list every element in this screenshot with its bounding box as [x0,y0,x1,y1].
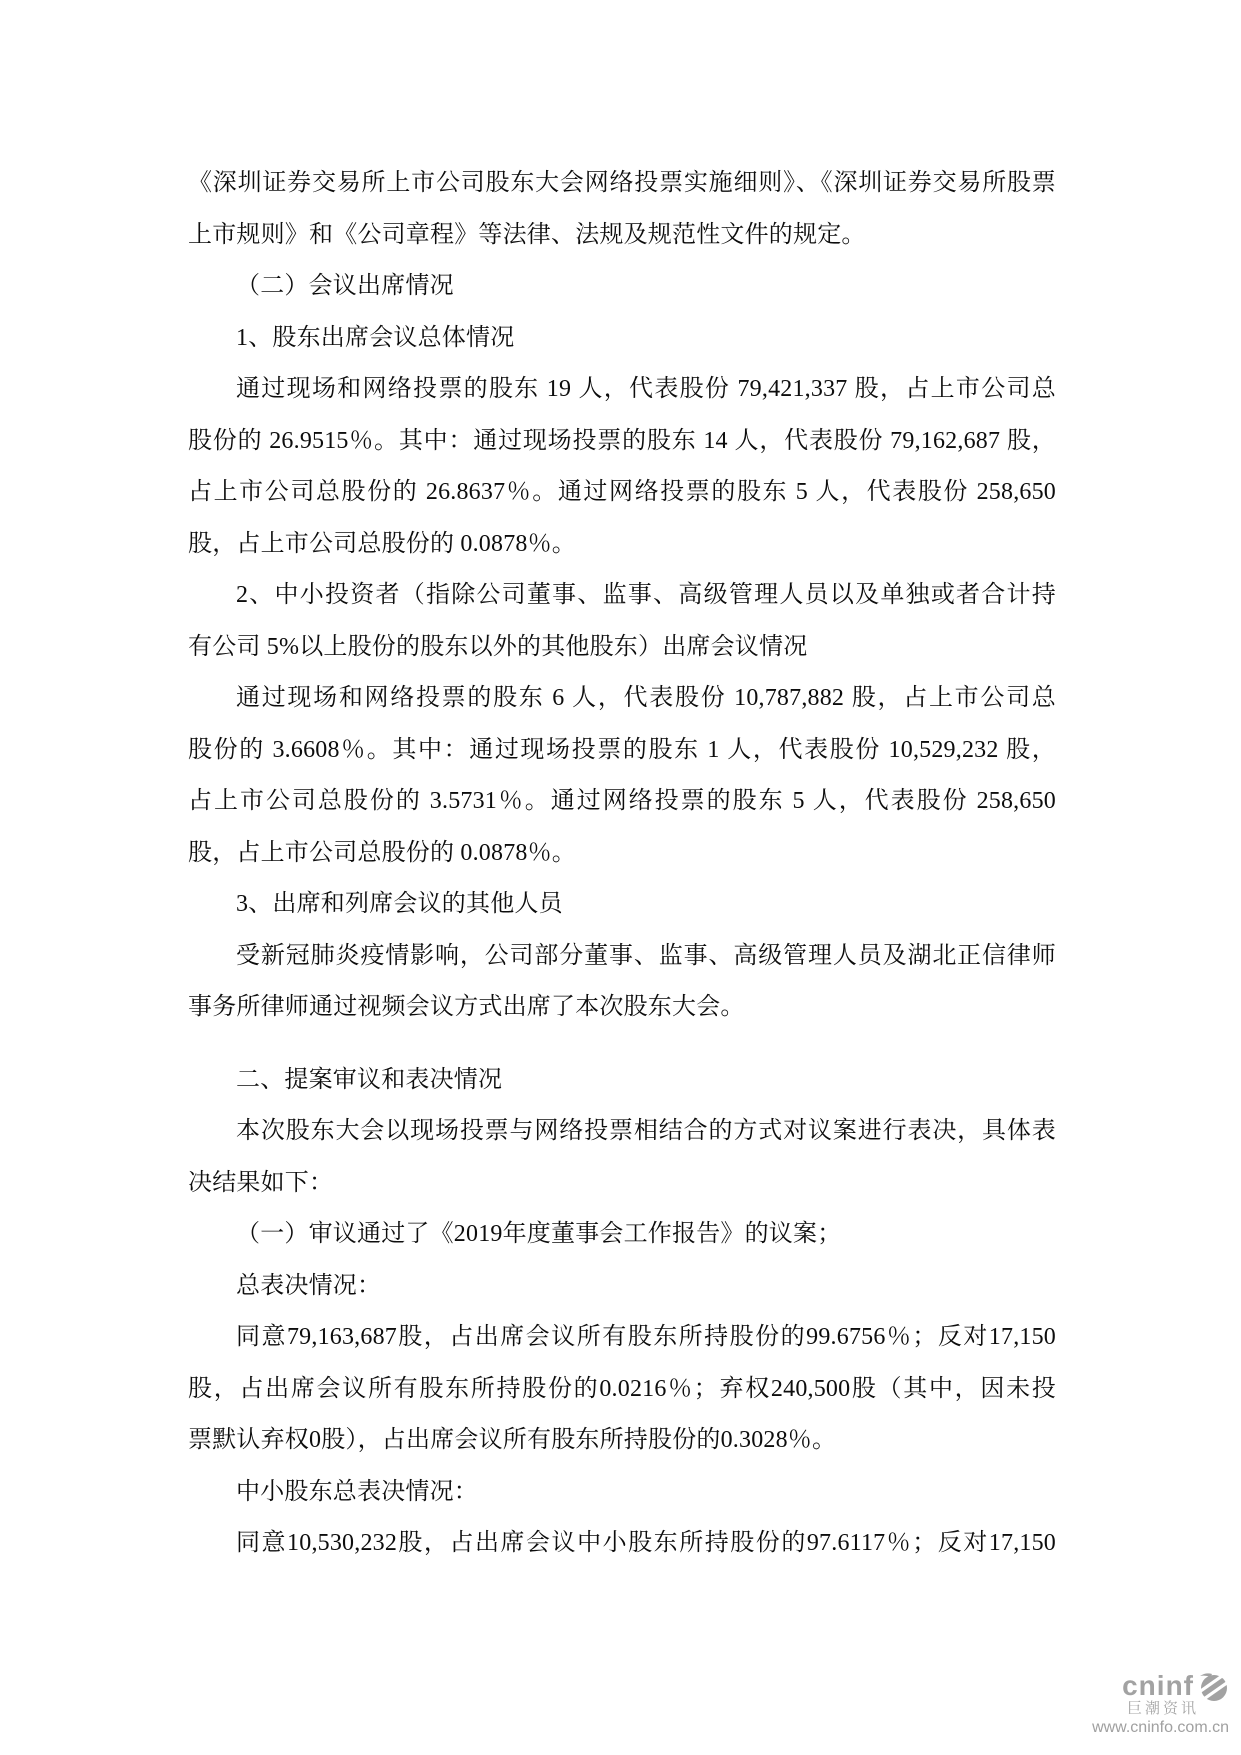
text-line: 事务所律师通过视频会议方式出席了本次股东大会。 [188,994,745,1020]
text-line: （一）审议通过了《2019年度董事会工作报告》的议案； [236,1221,842,1247]
document-body [188,158,1056,1570]
cninfo-watermark [1092,1671,1229,1737]
text-line: 股，占上市公司总股份的 0.0878％。 [188,839,576,866]
text-line: 占上市公司总股份的 3.5731％。通过网络投票的股东 5 人，代表股份 258,650 [188,788,1056,814]
cninfo-logo-row [1092,1671,1229,1702]
cninfo-logo-text: cninf [1122,1670,1194,1702]
text-line: 股份的 3.6608％。其中：通过现场投票的股东 1 人，代表股份 10,529,232 股， [188,736,1056,763]
text-line: 受新冠肺炎疫情影响，公司部分董事、监事、高级管理人员及湖北正信律师 [236,942,1056,969]
text-line: （二）会议出席情况 [236,273,454,299]
text-line: 票默认弃权0股），占出席会议所有股东所持股份的0.3028％。 [188,1427,837,1453]
text-line: 通过现场和网络投票的股东 19 人，代表股份 79,421,337 股，占上市公司总 [236,376,1056,402]
text-line: 上市规则》和《公司章程》等法律、法规及规范性文件的规定。 [188,221,866,248]
text-line: 通过现场和网络投票的股东 6 人，代表股份 10,787,882 股，占上市公司总 [236,685,1056,711]
text-line: 同意10,530,232股，占出席会议中小股东所持股份的97.6117％；反对17,150 [236,1530,1056,1556]
text-line: 同意79,163,687股，占出席会议所有股东所持股份的99.6756％；反对17,150 [236,1324,1056,1350]
text-line: 二、提案审议和表决情况 [236,1066,503,1093]
text-line: 本次股东大会以现场投票与网络投票相结合的方式对议案进行表决，具体表 [236,1118,1056,1144]
text-line: 总表决情况： [236,1272,382,1299]
text-line: 1、股东出席会议总体情况 [236,324,515,351]
text-line: 决结果如下： [188,1169,334,1196]
cninfo-logo-chinese: 巨潮资讯 [1126,1699,1199,1717]
text-line: 股，占上市公司总股份的 0.0878％。 [188,530,576,557]
cninfo-url: www.cninfo.com.cn [1092,1719,1229,1737]
text-line: 《深圳证券交易所上市公司股东大会网络投票实施细则》、《深圳证券交易所股票 [188,170,1056,196]
text-line: 股，占出席会议所有股东所持股份的0.0216％；弃权240,500股（其中，因未投 [188,1375,1056,1402]
text-line: 有公司 5%以上股份的股东以外的其他股东）出席会议情况 [188,633,808,660]
text-line: 3、出席和列席会议的其他人员 [236,891,563,917]
text-line: 中小股东总表决情况： [236,1478,478,1505]
text-line: 占上市公司总股份的 26.8637％。通过网络投票的股东 5 人，代表股份 258,650 [188,479,1056,505]
text-line: 股份的 26.9515％。其中：通过现场投票的股东 14 人，代表股份 79,162,687 股， [188,427,1056,454]
globe-icon [1197,1672,1229,1702]
text-line: 2、中小投资者（指除公司董事、监事、高级管理人员以及单独或者合计持 [236,582,1056,608]
